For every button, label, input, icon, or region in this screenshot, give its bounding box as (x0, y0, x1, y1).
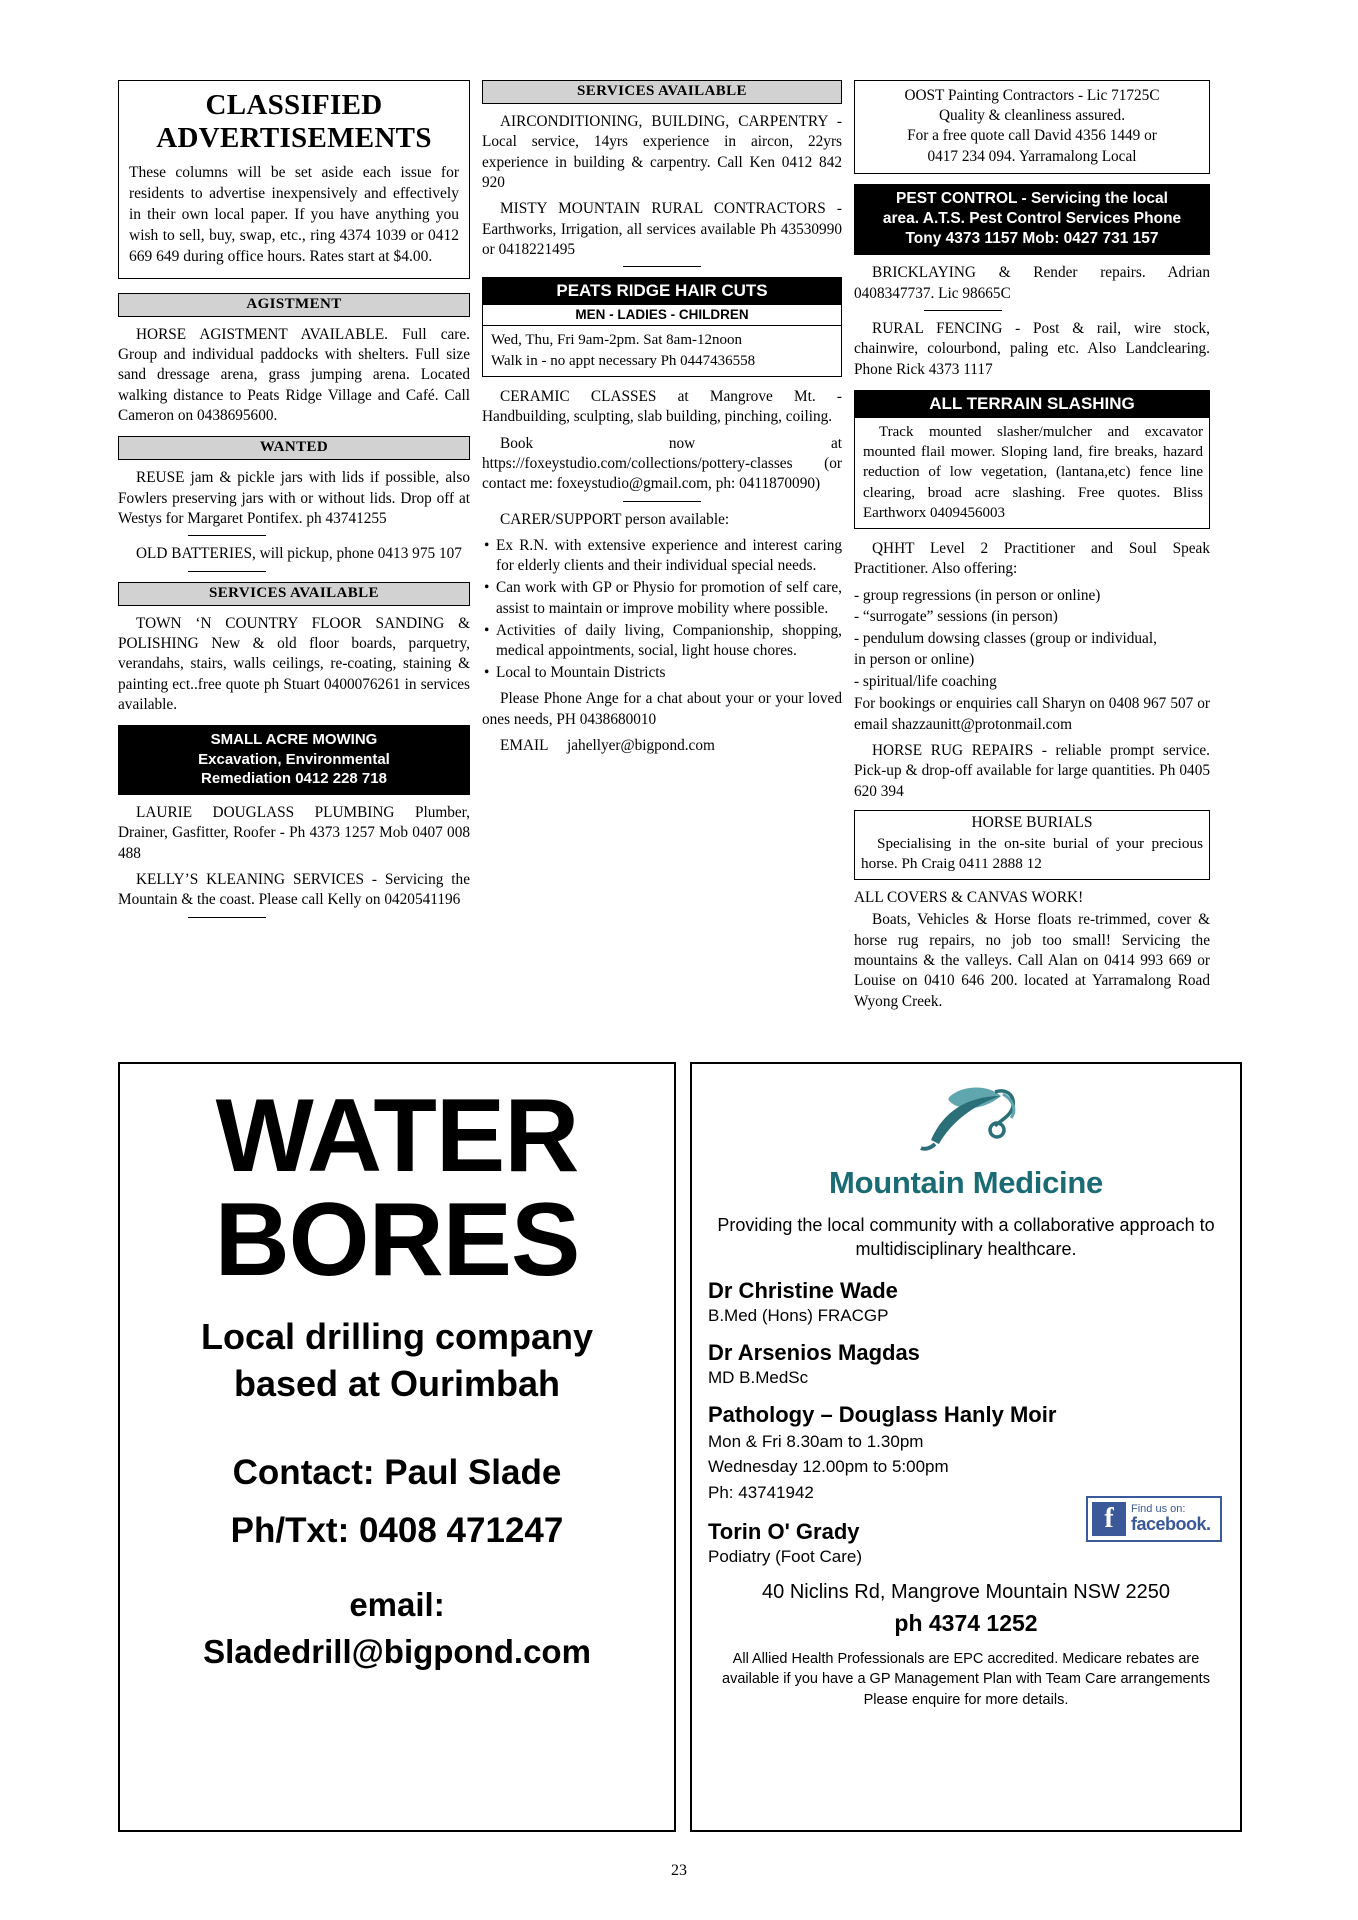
mountain-medicine-intro: Providing the local community with a collaborative approach to multidisciplinary healthcare. (717, 1215, 1215, 1260)
practitioner-qualification: MD B.MedSc (708, 1367, 809, 1387)
oost-line-1: OOST Painting Contractors - Lic 71725C (904, 87, 1160, 104)
classifieds-section (118, 80, 1248, 1060)
small-acre-line-1: SMALL ACRE MOWING (210, 731, 378, 749)
classifieds-column-right (854, 80, 1210, 1060)
practitioner-name: Dr Arsenios Magdas (708, 1339, 920, 1365)
page-number: 23 (671, 1862, 687, 1879)
practitioner-christine-wade (708, 1278, 1224, 1326)
list-item: • Ex R.N. with extensive experience and interest caring for elderly clients and their individual special needs. (482, 536, 842, 576)
list-item: • Activities of daily living, Companionship, shopping, medical appointments, social, light house chores. (482, 621, 842, 661)
mountain-medicine-disclaimer (708, 1649, 1224, 1710)
ad-aircon-building-carpentry: AIRCONDITIONING, BUILDING, CARPENTRY - Local service, 14yrs experience in aircon, 22yrs experience in building & carpentry. Call Ken 0412 842 920 (482, 113, 842, 192)
facebook-wordmark: facebook. (1131, 1514, 1211, 1535)
category-heading-services-middle: SERVICES AVAILABLE (482, 80, 842, 104)
disclaimer-line-3: Please enquire for more details. (863, 1691, 1069, 1708)
ad-carer-contact: Please Phone Ange for a chat about your or your loved ones needs, PH 0438680010 (482, 690, 842, 728)
ad-all-terrain-slashing (854, 390, 1210, 529)
email-address: jahellyer@bigpond.com (567, 736, 715, 754)
facebook-icon: f (1092, 1502, 1126, 1536)
water-bores-tagline-1: Local drilling company (200, 1315, 594, 1357)
ad-horse-rug-repairs: HORSE RUG REPAIRS - reliable prompt service. Pick-up & drop-off available for large quantities. Ph 0405 620 394 (854, 741, 1210, 800)
pest-line-1: PEST CONTROL - Servicing the local (896, 189, 1168, 207)
page-title: CLASSIFIED ADVERTISEMENTS (156, 89, 432, 154)
disclaimer-line-1: All Allied Health Professionals are EPC accredited. Medicare rebates are (732, 1650, 1200, 1667)
ad-qhht-contact: For bookings or enquiries call Sharyn on 0408 967 507 or email shazzaunitt@protonmail.com (854, 695, 1210, 733)
ad-pest-control (854, 184, 1210, 255)
ad-divider (623, 501, 701, 502)
pathology-name: Pathology – Douglass Hanly Moir (708, 1401, 1057, 1427)
small-acre-line-3: Remediation 0412 228 718 (201, 770, 387, 788)
list-item: - group regressions (in person or online) (854, 586, 1101, 604)
ad-mountain-medicine (690, 1062, 1242, 1832)
ad-old-batteries: OLD BATTERIES, will pickup, phone 0413 975 107 (136, 545, 462, 563)
ad-rural-fencing: RURAL FENCING - Post & rail, wire stock, chainwire, colourbond, paling etc. Also Landclearing. Phone Rick 4373 1117 (854, 319, 1210, 378)
service-pathology (708, 1402, 1224, 1505)
oost-line-4: 0417 234 094. Yarramalong Local (927, 147, 1137, 165)
list-item: • Local to Mountain Districts (482, 663, 842, 683)
ad-oost-painting (854, 80, 1210, 174)
practitioner-arsenios-magdas (708, 1340, 1224, 1388)
list-item: - pendulum dowsing classes (group or individual, (854, 629, 1157, 647)
pest-line-2: area. A.T.S. Pest Control Services Phone (882, 209, 1182, 227)
facebook-badge[interactable] (1086, 1496, 1222, 1542)
list-item: - “surrogate” sessions (in person) (854, 608, 1058, 626)
practitioner-qualification: Podiatry (Foot Care) (708, 1546, 862, 1566)
water-bores-word-2: BORES (214, 1181, 580, 1298)
pathology-hours-line-1: Mon & Fri 8.30am to 1.30pm (708, 1431, 924, 1451)
mountain-medicine-address: 40 Niclins Rd, Mangrove Mountain NSW 2250 (762, 1580, 1170, 1603)
water-bores-word-1: WATER (215, 1078, 579, 1194)
ad-peats-ridge-hair-cuts (482, 277, 842, 377)
ad-divider (924, 310, 1002, 311)
haircuts-hours-line-1: Wed, Thu, Fri 9am-2pm. Sat 8am-12noon (491, 332, 742, 349)
mountain-medicine-logo (708, 1078, 1224, 1201)
ad-divider (623, 266, 701, 267)
pathology-phone: Ph: 43741942 (708, 1483, 814, 1503)
ad-reuse-jars: REUSE jam & pickle jars with lids if possible, also Fowlers preserving jars with or without lids. Drop off at Westys for Margaret Pontifex. ph 43741255 (118, 469, 470, 528)
pathology-hours-line-2: Wednesday 12.00pm to 5:00pm (708, 1457, 949, 1477)
qhht-services-list (854, 586, 1210, 692)
horse-burials-body: Specialising in the on-site burial of your precious horse. Ph Craig 0411 2888 12 (861, 834, 1203, 873)
classifieds-column-left (118, 80, 470, 1060)
ad-water-bores (118, 1062, 676, 1832)
ad-qhht-heading: QHHT Level 2 Practitioner and Soul Speak Practitioner. Also offering: (854, 540, 1210, 578)
water-bores-email-label: email: (349, 1586, 445, 1623)
facebook-find-us-label: Find us on: (1131, 1502, 1186, 1515)
list-item: in person or online) (854, 651, 975, 669)
ad-covers-canvas-body: Boats, Vehicles & Horse floats re-trimmed, cover & horse rug repairs, no job too small! Servicing the mountains & the valleys. Call Alan on 0414 993 669 or Louise on 0410 646 200. located at Yarramalong Road Wyong Creek. (854, 911, 1210, 1010)
ad-horse-agistment: HORSE AGISTMENT AVAILABLE. Full care. Group and individual paddocks with shelters. Full size sand dressage arena, grass jumping arena. Located walking distance to Peats Ridge Village and Café. Call Cameron on 0438695600. (118, 325, 470, 424)
mountain-medicine-phone: ph 4374 1252 (894, 1609, 1038, 1636)
practitioner-name: Torin O' Grady (708, 1518, 860, 1544)
ad-bricklaying: BRICKLAYING & Render repairs. Adrian 0408347737. Lic 98665C (854, 264, 1210, 302)
category-heading-agistment: AGISTMENT (118, 293, 470, 317)
masthead-intro: These columns will be set aside each issue for residents to advertise inexpensively and effectively in their own local paper. If you have anything you wish to sell, buy, swap, etc., ring 4374 1039 or 0412 669 649 during office hours. Rates start at $4.00. (129, 164, 459, 265)
leaf-stethoscope-icon (891, 1078, 1041, 1164)
slashing-title: ALL TERRAIN SLASHING (855, 391, 1209, 418)
ad-ceramic-classes: CERAMIC CLASSES at Mangrove Mt. - Handbuilding, sculpting, slab building, pinching, coiling. (482, 387, 842, 426)
display-ads-section (118, 1062, 1248, 1832)
haircuts-title: PEATS RIDGE HAIR CUTS (483, 278, 841, 305)
practitioner-qualification: B.Med (Hons) FRACGP (708, 1305, 889, 1325)
ad-misty-mountain-rural: MISTY MOUNTAIN RURAL CONTRACTORS - Earthworks, Irrigation, all services available Ph 43530990 or 0418221495 (482, 200, 842, 259)
ad-kellys-kleaning: KELLY’S KLEANING SERVICES - Servicing the Mountain & the coast. Please call Kelly on 0420541196 (118, 870, 470, 909)
haircuts-hours-line-2: Walk in - no appt necessary Ph 0447436558 (491, 352, 756, 369)
pest-line-3: Tony 4373 1157 Mob: 0427 731 157 (905, 230, 1159, 248)
practitioner-name: Dr Christine Wade (708, 1277, 898, 1303)
water-bores-tagline-2: based at Ourimbah (233, 1362, 561, 1404)
list-item: • Can work with GP or Physio for promotion of self care, assist to maintain or improve mobility where possible. (482, 578, 842, 618)
classifieds-column-middle (482, 80, 842, 1060)
water-bores-email: Sladedrill@bigpond.com (203, 1632, 591, 1670)
disclaimer-line-2: available if you have a GP Management Plan with Team Care arrangements (722, 1671, 1210, 1688)
ad-covers-canvas-heading: ALL COVERS & CANVAS WORK! (854, 889, 1084, 907)
horse-burials-title: HORSE BURIALS (971, 813, 1093, 831)
water-bores-contact: Contact: Paul Slade (232, 1452, 562, 1492)
ad-floor-sanding: TOWN ‘N COUNTRY FLOOR SANDING & POLISHING New & old floor boards, parquetry, verandahs, stairs, walls ceilings, re-coating, staining & painting ect..free quote ph Stuart 0400076261 in services available. (118, 614, 470, 714)
ad-carer-email-line (482, 736, 842, 756)
list-item: - spiritual/life coaching (854, 672, 997, 690)
category-heading-wanted: WANTED (118, 436, 470, 460)
carer-support-bullets (482, 536, 842, 683)
haircuts-hours (483, 326, 841, 376)
ad-laurie-douglass-plumbing: LAURIE DOUGLASS PLUMBING Plumber, Drainer, Gasfitter, Roofer - Ph 4373 1257 Mob 0407 008 488 (118, 803, 470, 862)
email-label: EMAIL (500, 736, 548, 754)
haircuts-subtitle: MEN - LADIES - CHILDREN (483, 305, 841, 326)
classifieds-masthead (118, 80, 470, 279)
oost-line-2: Quality & cleanliness assured. (938, 107, 1126, 125)
ad-divider (188, 917, 266, 918)
ad-divider (188, 535, 266, 536)
ad-ceramic-booking: Book now at https://foxeystudio.com/collections/pottery-classes (or contact me: foxeystudio@gmail.com, ph: 0411870090) (482, 434, 842, 493)
ad-small-acre-mowing (118, 725, 470, 795)
oost-line-3: For a free quote call David 4356 1449 or (907, 127, 1157, 145)
category-heading-services-left: SERVICES AVAILABLE (118, 582, 470, 606)
slashing-body: Track mounted slasher/mulcher and excavator mounted flail mower. Sloping land, fire breaks, hazard reduction of low vegetation, (lantana,etc) fence line clearing, broad acre slashing. Free quotes. Bliss Earthworx 0409456003 (863, 423, 1203, 521)
mountain-medicine-name: Mountain Medicine (829, 1165, 1103, 1200)
small-acre-line-2: Excavation, Environmental (198, 750, 390, 768)
ad-divider (188, 571, 266, 572)
water-bores-phone: Ph/Txt: 0408 471247 (230, 1511, 564, 1551)
ad-horse-burials (854, 810, 1210, 880)
ad-carer-support-heading: CARER/SUPPORT person available: (500, 510, 730, 528)
